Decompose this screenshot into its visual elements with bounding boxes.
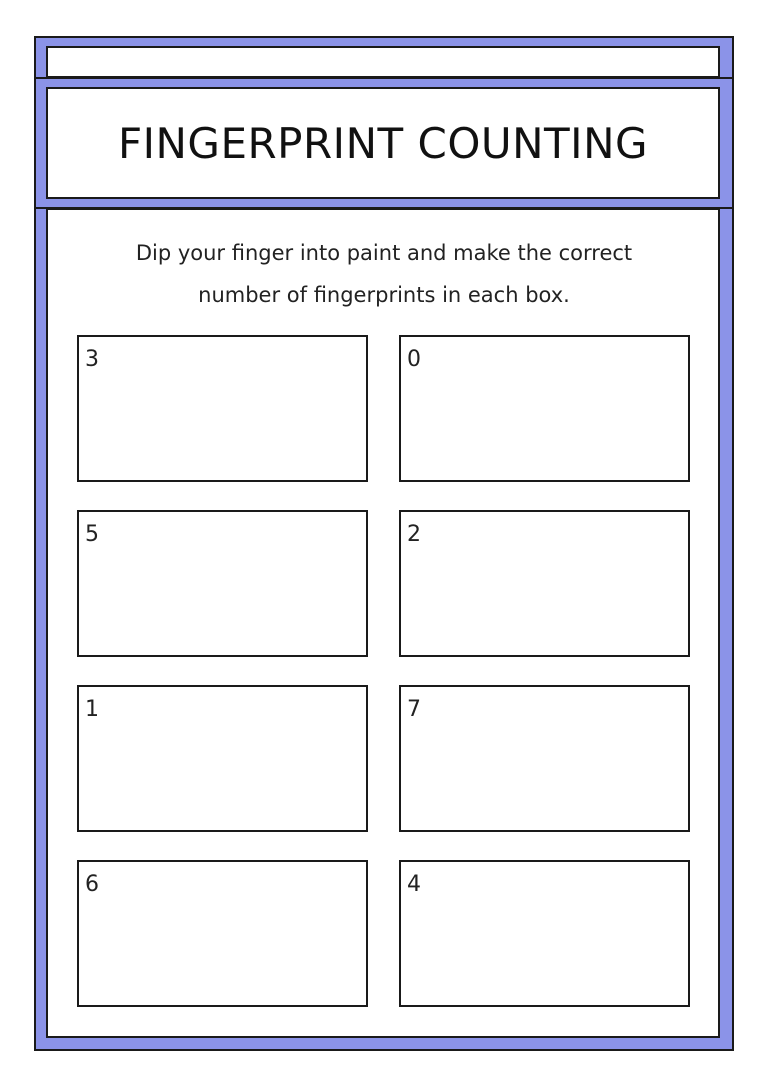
top-strip (46, 46, 720, 78)
box-number: 1 (85, 697, 99, 722)
instructions (60, 232, 708, 316)
fingerprint-box[interactable] (77, 685, 368, 832)
fingerprint-box-grid (77, 335, 691, 1008)
box-number: 0 (407, 347, 421, 372)
instructions-line-1: Dip your finger into paint and make the correct (135, 241, 633, 265)
fingerprint-box[interactable] (77, 510, 368, 657)
box-number: 2 (407, 522, 421, 547)
box-number: 6 (85, 872, 99, 897)
box-number: 5 (85, 522, 99, 547)
fingerprint-box[interactable] (399, 685, 690, 832)
page-title: FINGERPRINT COUNTING (117, 118, 649, 168)
frame-divider-top (34, 77, 734, 79)
fingerprint-box[interactable] (399, 860, 690, 1007)
box-number: 4 (407, 872, 421, 897)
instructions-line-2: number of fingerprints in each box. (198, 283, 570, 307)
fingerprint-box[interactable] (399, 335, 690, 482)
box-number: 7 (407, 697, 421, 722)
fingerprint-box[interactable] (77, 335, 368, 482)
box-number: 3 (85, 347, 99, 372)
fingerprint-box[interactable] (77, 860, 368, 1007)
title-box (46, 87, 720, 199)
fingerprint-box[interactable] (399, 510, 690, 657)
